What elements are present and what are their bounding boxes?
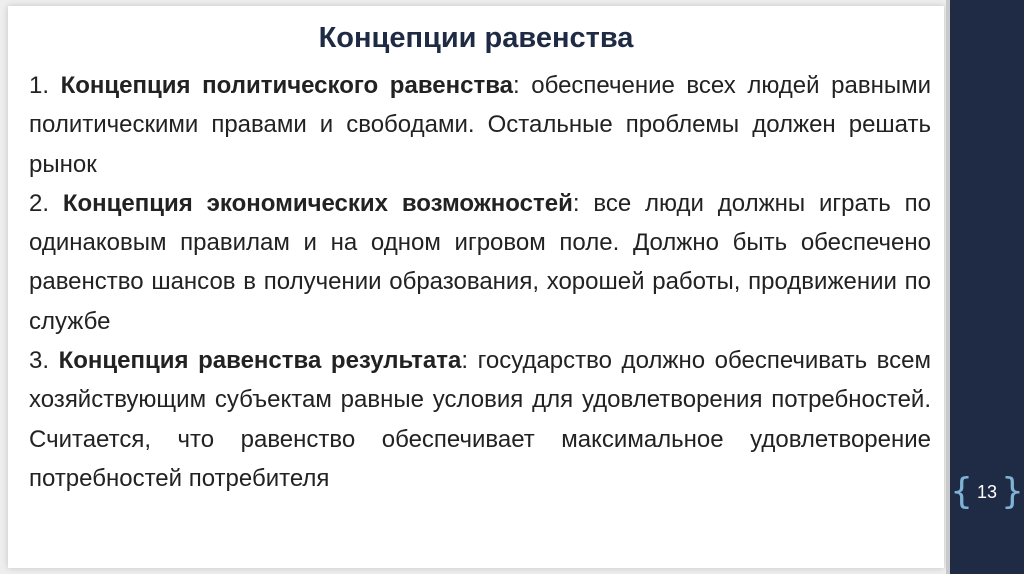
concept-item-2 xyxy=(29,184,931,341)
concept-item-1 xyxy=(29,66,931,184)
item-number: 2. xyxy=(29,189,50,217)
item-heading: Концепция политического равенства xyxy=(60,72,513,99)
left-brace-icon: { xyxy=(950,471,973,512)
item-number: 1. xyxy=(29,72,50,99)
page-number: 13 xyxy=(976,481,998,502)
right-brace-icon: } xyxy=(1001,471,1024,512)
item-heading: Концепция равенства результата xyxy=(58,347,462,375)
concept-item-3 xyxy=(29,341,931,498)
item-text: : обеспечение всех людей равными политическими правами и свободами. Остальные проблемы должен решать рынок xyxy=(29,72,932,178)
item-text: : все люди должны играть по одинаковым правилам и на одном игровом поле. Должно быть обеспечено равенство шансов в получении образования, хорошей работы, продвижении по службе xyxy=(29,189,932,335)
page-number-box xyxy=(950,471,1024,512)
slide-title: Концепции равенства xyxy=(318,22,634,54)
item-heading: Концепция экономических возможностей xyxy=(62,189,573,217)
slide-body xyxy=(29,66,931,498)
item-number: 3. xyxy=(29,347,50,375)
item-text: : государство должно обеспечивать всем хозяйствующим субъектам равные условия для удовлетворения потребностей. Считается, что равенство обеспечивает максимальное удовлетворение потребностей потребителя xyxy=(29,347,932,492)
